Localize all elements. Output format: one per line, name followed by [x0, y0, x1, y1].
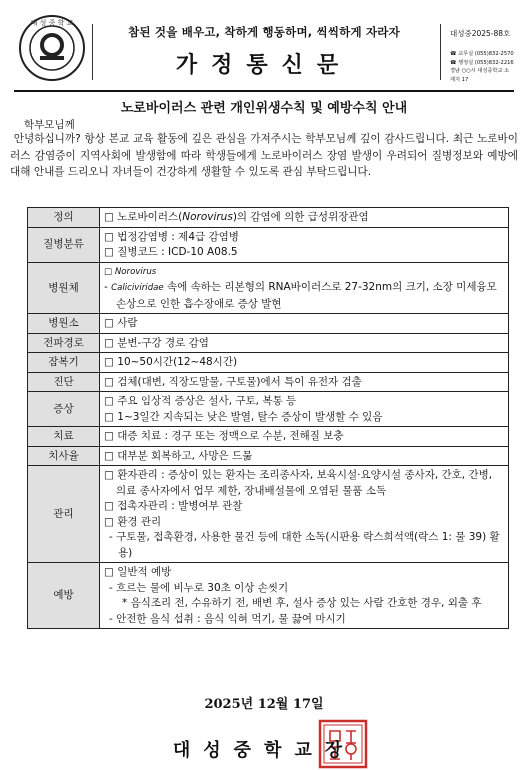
contact-line: ☎ 행정실 (055)832-2216: [450, 59, 514, 66]
classification-cell: □ 법정감염병 : 제4급 감염병 □ 질병코드 : ICD-10 A08.5: [100, 227, 509, 262]
row-label: 예방: [28, 563, 100, 629]
table-row: [28, 314, 509, 334]
symptoms-cell: □ 주요 임상적 증상은 설사, 구토, 복통 등 □ 1~3일간 지속되는 낮은 발열, 탈수 증상이 발생할 수 있음: [100, 392, 509, 427]
row-label: 질병분류: [28, 227, 100, 262]
issue-date: 2025년 12월 17일: [204, 697, 324, 712]
table-row: [28, 563, 509, 629]
newsletter-title: 가정통신문: [175, 52, 353, 78]
management-cell: □ 환자관리 : 증상이 있는 환자는 조리종사자, 보육시설·요양시설 종사자, 간호, 간병, 의료 종사자에서 업무 제한, 장내배설물에 오염된 물품 소독 □ 접촉자관리 : 발병여부 관찰 □ 환경 관리 - 구토물, 접촉환경, 사용한 물건 등에 대한 소독(시판용 락스희석액(락스 1: 물 39) 활용): [100, 466, 509, 563]
disease-info-table: [27, 207, 509, 629]
row-label: 관리: [28, 466, 100, 563]
newsletter-header: [14, 8, 514, 88]
row-label: 병원체: [28, 262, 100, 314]
intro-text: 안녕하십니까? 항상 본교 교육 활동에 깊은 관심을 가져주시는 학부모님께 깊이 감사드립니다. 최근 노로바이러스 감염증이 지역사회에 발생함에 따라 학생들에게 노로바이러스 장염 발생이 우려되어 질병정보와 예방에 대해 안내를 드리오니 자녀들이 건강하게 생활할 수 있도록 관심 부탁드립니다.: [10, 133, 518, 179]
row-label: 병원소: [28, 314, 100, 334]
treatment-cell: □ 대증 치료 : 경구 또는 정맥으로 수분, 전해질 보충: [100, 427, 509, 447]
header-divider: [92, 24, 93, 80]
transmission-cell: □ 분변-구강 경로 감염: [100, 333, 509, 353]
table-row: [28, 353, 509, 373]
row-label: 증상: [28, 392, 100, 427]
definition-cell: □ 노로바이러스(Norovirus)의 감염에 의한 급성위장관염: [100, 208, 509, 228]
row-label: 정의: [28, 208, 100, 228]
reservoir-cell: □ 사람: [100, 314, 509, 334]
school-logo-icon: [18, 14, 86, 82]
pathogen-cell: □ Norovirus - Caliciviridae 속에 속하는 리본형의 RNA바이러스로 27-32nm의 크기, 소장 미세융모 손상으로 인한 흡수장애로 증상 발현: [100, 262, 509, 314]
row-label: 진단: [28, 372, 100, 392]
mortality-cell: □ 대부분 회복하고, 사망은 드묾: [100, 446, 509, 466]
greeting: 학부모님께: [24, 119, 75, 131]
table-row: [28, 333, 509, 353]
school-motto: 참된 것을 배우고, 착하게 행동하며, 씩씩하게 자라자: [128, 25, 400, 39]
row-label: 치사율: [28, 446, 100, 466]
diagnosis-cell: □ 검체(대변, 직장도말물, 구토물)에서 특이 유전자 검출: [100, 372, 509, 392]
table-row: [28, 446, 509, 466]
contact-line: ☎ 교무실 (055)832-2570: [450, 51, 514, 57]
row-label: 치료: [28, 427, 100, 447]
table-row: [28, 392, 509, 427]
header-divider: [440, 24, 441, 80]
contact-line: 경남 ○○시 대성중학교 소재지 17: [450, 68, 510, 83]
row-label: 잠복기: [28, 353, 100, 373]
contact-info: [450, 50, 514, 84]
table-row: [28, 466, 509, 563]
row-label: 전파경로: [28, 333, 100, 353]
table-row: [28, 372, 509, 392]
intro-paragraph: [10, 131, 518, 181]
document-number: 대성중2025-88호: [450, 29, 511, 38]
school-principal: 대성중학교장: [172, 740, 356, 761]
svg-text:대 성 중 학 교: 대 성 중 학 교: [30, 19, 74, 27]
table-row: [28, 208, 509, 228]
table-row: [28, 427, 509, 447]
incubation-cell: □ 10~50시간(12~48시간): [100, 353, 509, 373]
header-rule: [14, 90, 514, 92]
table-row: [28, 227, 509, 262]
notice-title: 노로바이러스 관련 개인위생수칙 및 예방수칙 안내: [120, 101, 408, 116]
table-row: [28, 262, 509, 314]
prevention-cell: □ 일반적 예방 - 흐르는 물에 비누로 30초 이상 손씻기 * 음식조리 전, 수유하기 전, 배변 후, 설사 증상 있는 사람 간호한 경우, 외출 후 - 안전한 음식 섭취 : 음식 익혀 먹기, 물 끓여 마시기: [100, 563, 509, 629]
